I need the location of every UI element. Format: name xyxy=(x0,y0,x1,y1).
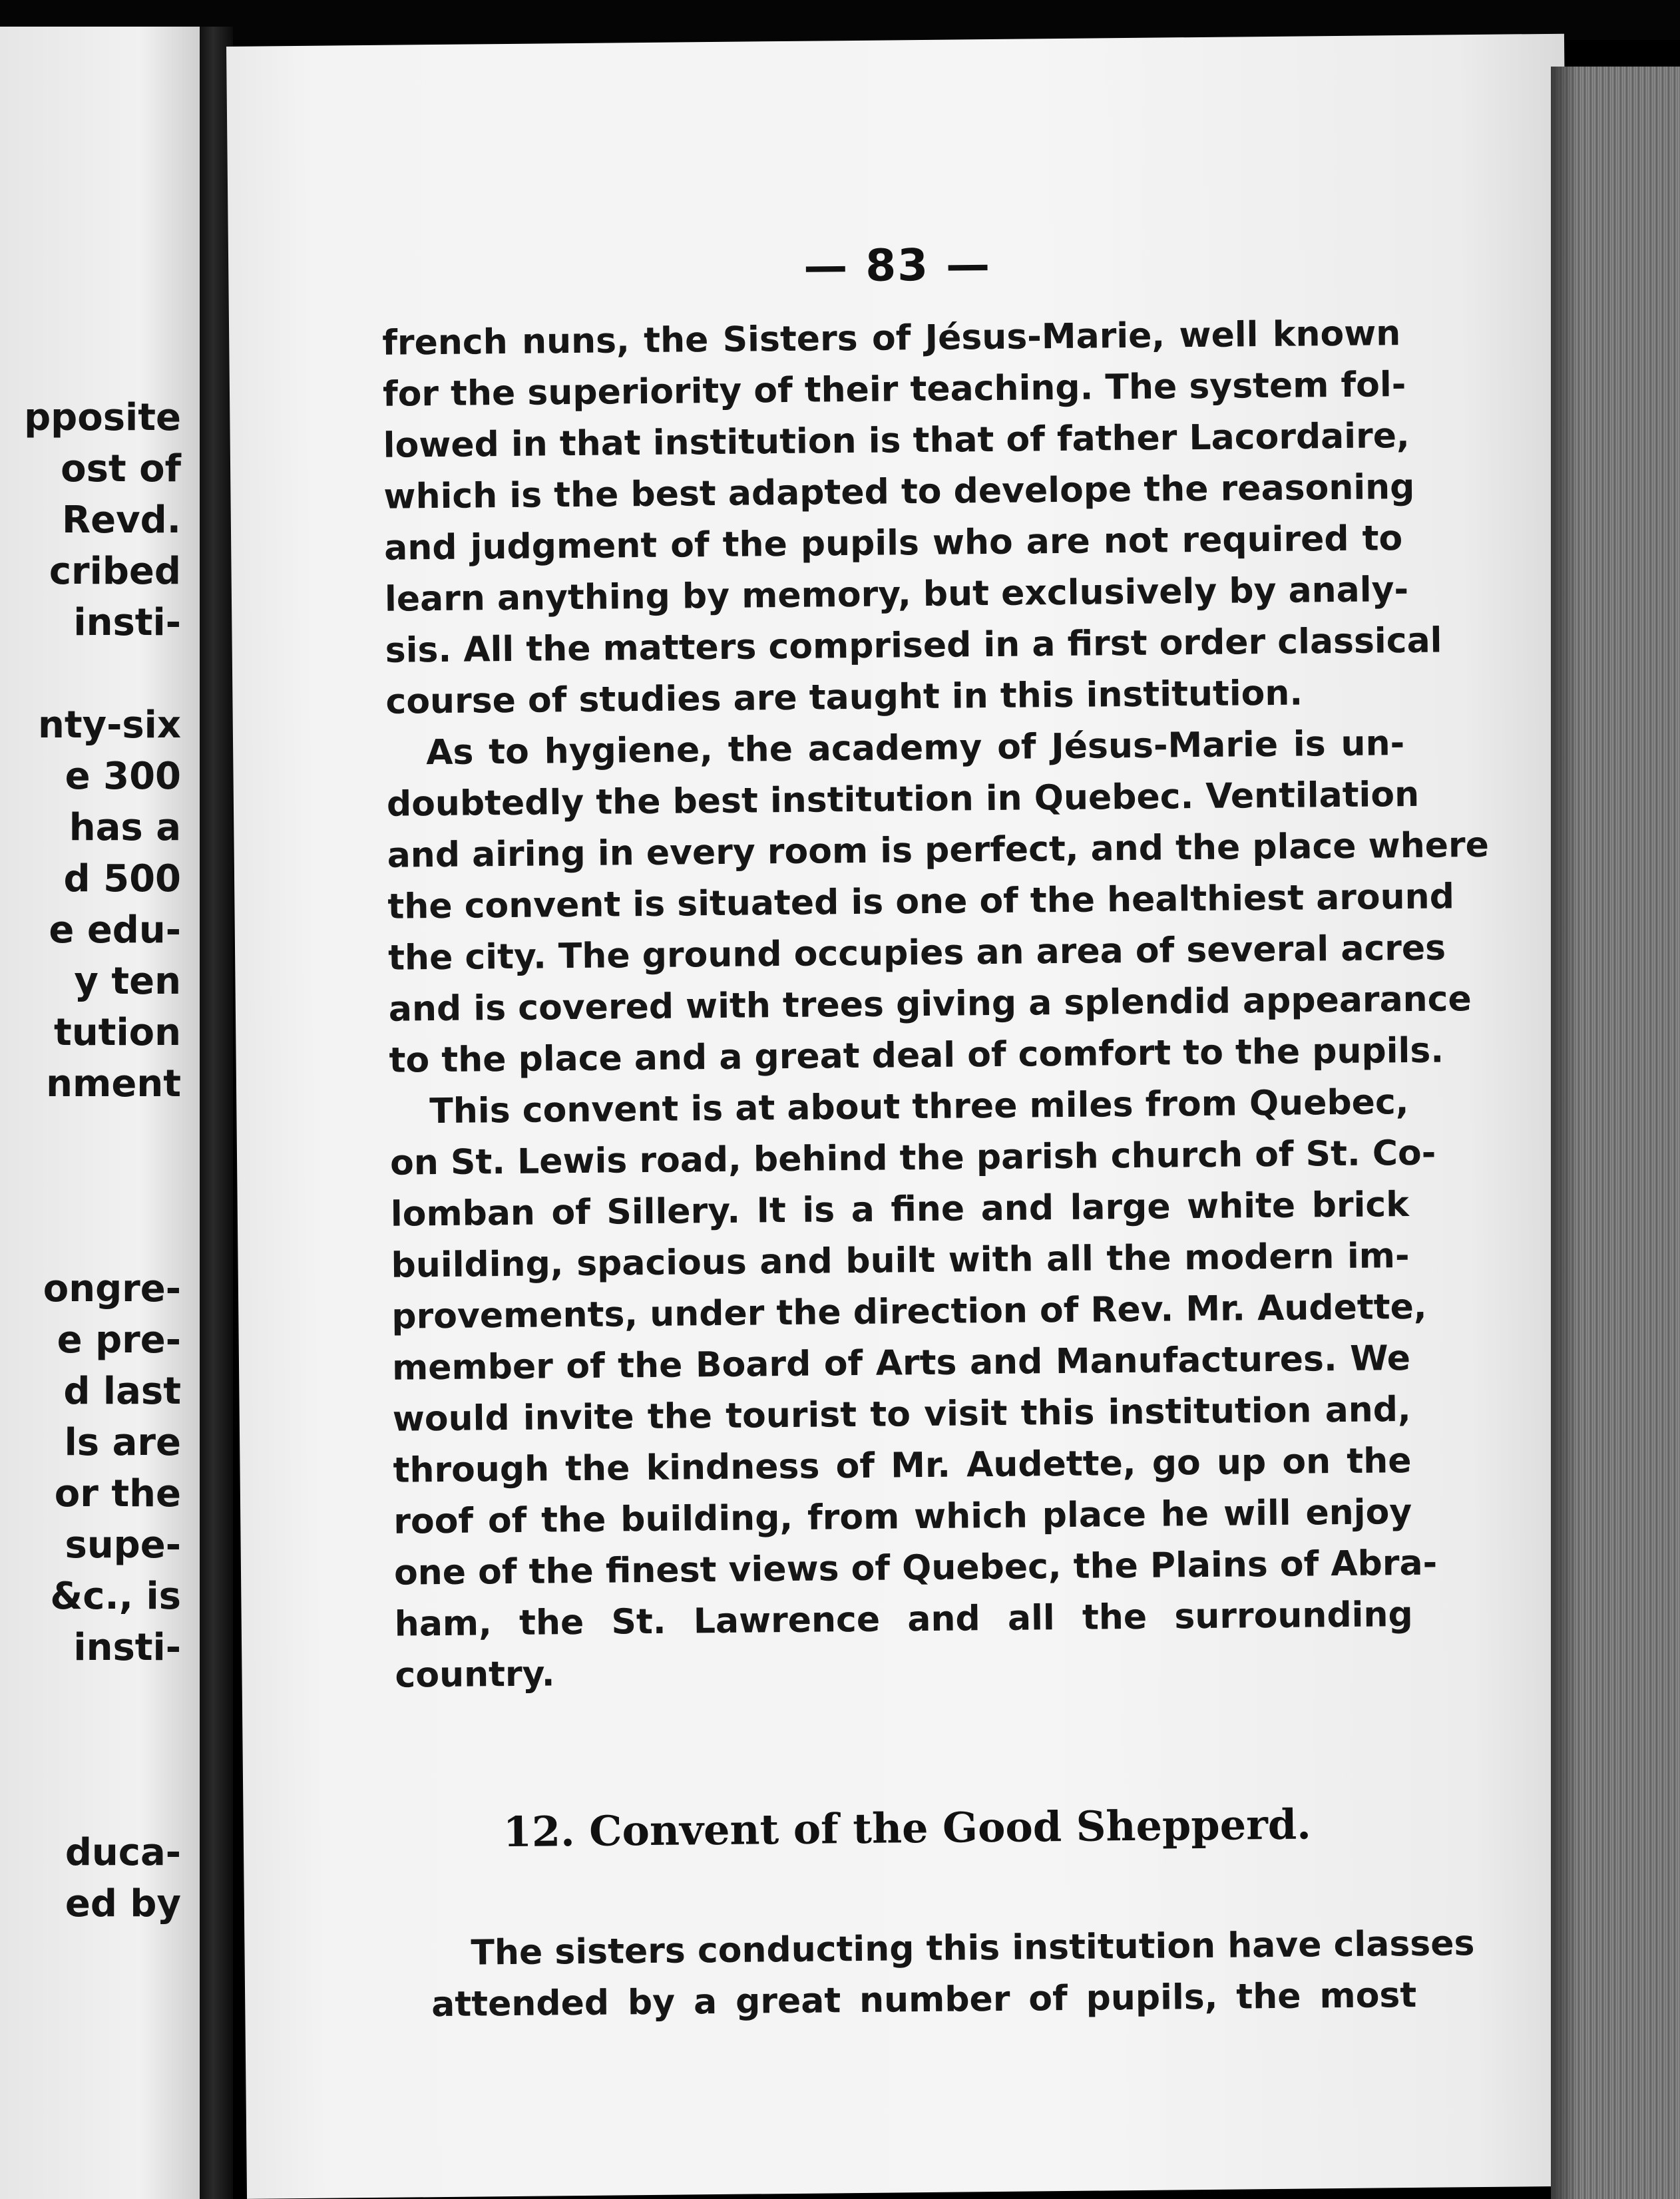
text-line: for the superiority of their teaching. The system fol- xyxy=(382,365,1406,415)
text-line: building, spacious and built with all the modern im- xyxy=(391,1236,1410,1286)
body-text xyxy=(382,308,1490,1702)
body-text-continued xyxy=(431,1919,1475,2031)
section-heading: 12. Convent of the Good Shepperd. xyxy=(503,1800,1312,1857)
left-page-line: e edu- xyxy=(49,908,181,952)
paragraph xyxy=(386,718,1490,1087)
left-page-line: has a xyxy=(69,806,181,849)
left-page-line: pposite xyxy=(24,396,181,439)
text-line: through the kindness of Mr. Audette, go up on the xyxy=(393,1441,1412,1491)
left-page-line: ongre- xyxy=(43,1267,181,1310)
text-line: and airing in every room is perfect, and the place where xyxy=(387,825,1490,876)
page-number: — 83 — xyxy=(803,238,992,292)
text-line: lomban of Sillery. It is a fine and large white brick xyxy=(390,1185,1410,1235)
text-line: This convent is at about three miles from Quebec, xyxy=(429,1082,1409,1132)
text-line: would invite the tourist to visit this institution and, xyxy=(392,1390,1412,1440)
text-line: As to hygiene, the academy of Jésus-Marie is un- xyxy=(425,723,1405,773)
left-page-line: ls are xyxy=(64,1421,181,1464)
paragraph xyxy=(382,308,1442,728)
left-page-line: e 300 xyxy=(65,755,181,798)
text-line: which is the best adapted to develope the reasoning xyxy=(383,467,1415,517)
text-line: member of the Board of Arts and Manufactures. We xyxy=(391,1338,1411,1388)
left-page-line: cribed xyxy=(49,550,181,593)
text-line: and is covered with trees giving a splendid appearance xyxy=(388,979,1472,1030)
book-page-edges xyxy=(1551,67,1680,2199)
text-line: the city. The ground occupies an area of several acres xyxy=(387,928,1446,978)
left-page-line: ed by xyxy=(65,1882,181,1925)
left-page-line: supe- xyxy=(65,1523,181,1567)
left-page-line: ost of xyxy=(61,447,181,491)
left-page-line: nment xyxy=(46,1062,181,1105)
left-page-line: nty-six xyxy=(37,703,181,747)
text-line: lowed in that institution is that of father Lacordaire, xyxy=(383,415,1410,466)
left-page-line: y ten xyxy=(74,960,181,1003)
text-line: learn anything by memory, but exclusively by analy- xyxy=(384,569,1409,620)
text-line: the convent is situated is one of the healthiest around xyxy=(387,877,1455,927)
left-page-line: duca- xyxy=(65,1831,181,1874)
left-page-line: insti- xyxy=(73,601,181,644)
main-page xyxy=(226,34,1585,2199)
left-page-line: e pre- xyxy=(57,1318,181,1362)
scan-frame xyxy=(0,0,1680,40)
text-line: and judgment of the pupils who are not required to xyxy=(383,518,1403,568)
book-gutter xyxy=(200,27,233,2199)
text-line: sis. All the matters comprised in a first order classical xyxy=(385,620,1442,671)
left-facing-page xyxy=(0,27,205,2199)
text-line: country. xyxy=(395,1654,555,1696)
text-line: ham, the St. Lawrence and all the surrounding xyxy=(394,1594,1413,1645)
left-page-line: insti- xyxy=(73,1626,181,1669)
left-page-line: d 500 xyxy=(63,857,181,900)
text-line: attended by a great number of pupils, the most xyxy=(431,1975,1417,2025)
paragraph xyxy=(389,1077,1438,1702)
left-page-line: or the xyxy=(54,1472,181,1515)
left-page-line: tution xyxy=(54,1011,181,1054)
left-page-line: &c., is xyxy=(50,1575,181,1618)
text-line: roof of the building, from which place he will enjoy xyxy=(393,1492,1412,1542)
text-line: on St. Lewis road, behind the parish church of St. Co- xyxy=(389,1133,1436,1183)
text-line: doubtedly the best institution in Quebec. Ventilation xyxy=(386,774,1420,825)
left-page-line: Revd. xyxy=(62,499,181,542)
text-line: The sisters conducting this institution have classes xyxy=(471,1923,1475,1973)
left-page-line: d last xyxy=(63,1370,181,1413)
text-line: french nuns, the Sisters of Jésus-Marie, well known xyxy=(382,313,1401,363)
text-line: course of studies are taught in this institution. xyxy=(385,673,1303,722)
text-line: to the place and a great deal of comfort to the pupils. xyxy=(389,1030,1444,1081)
text-line: provements, under the direction of Rev. Mr. Audette, xyxy=(391,1287,1427,1337)
text-line: one of the finest views of Quebec, the Plains of Abra- xyxy=(393,1543,1438,1593)
